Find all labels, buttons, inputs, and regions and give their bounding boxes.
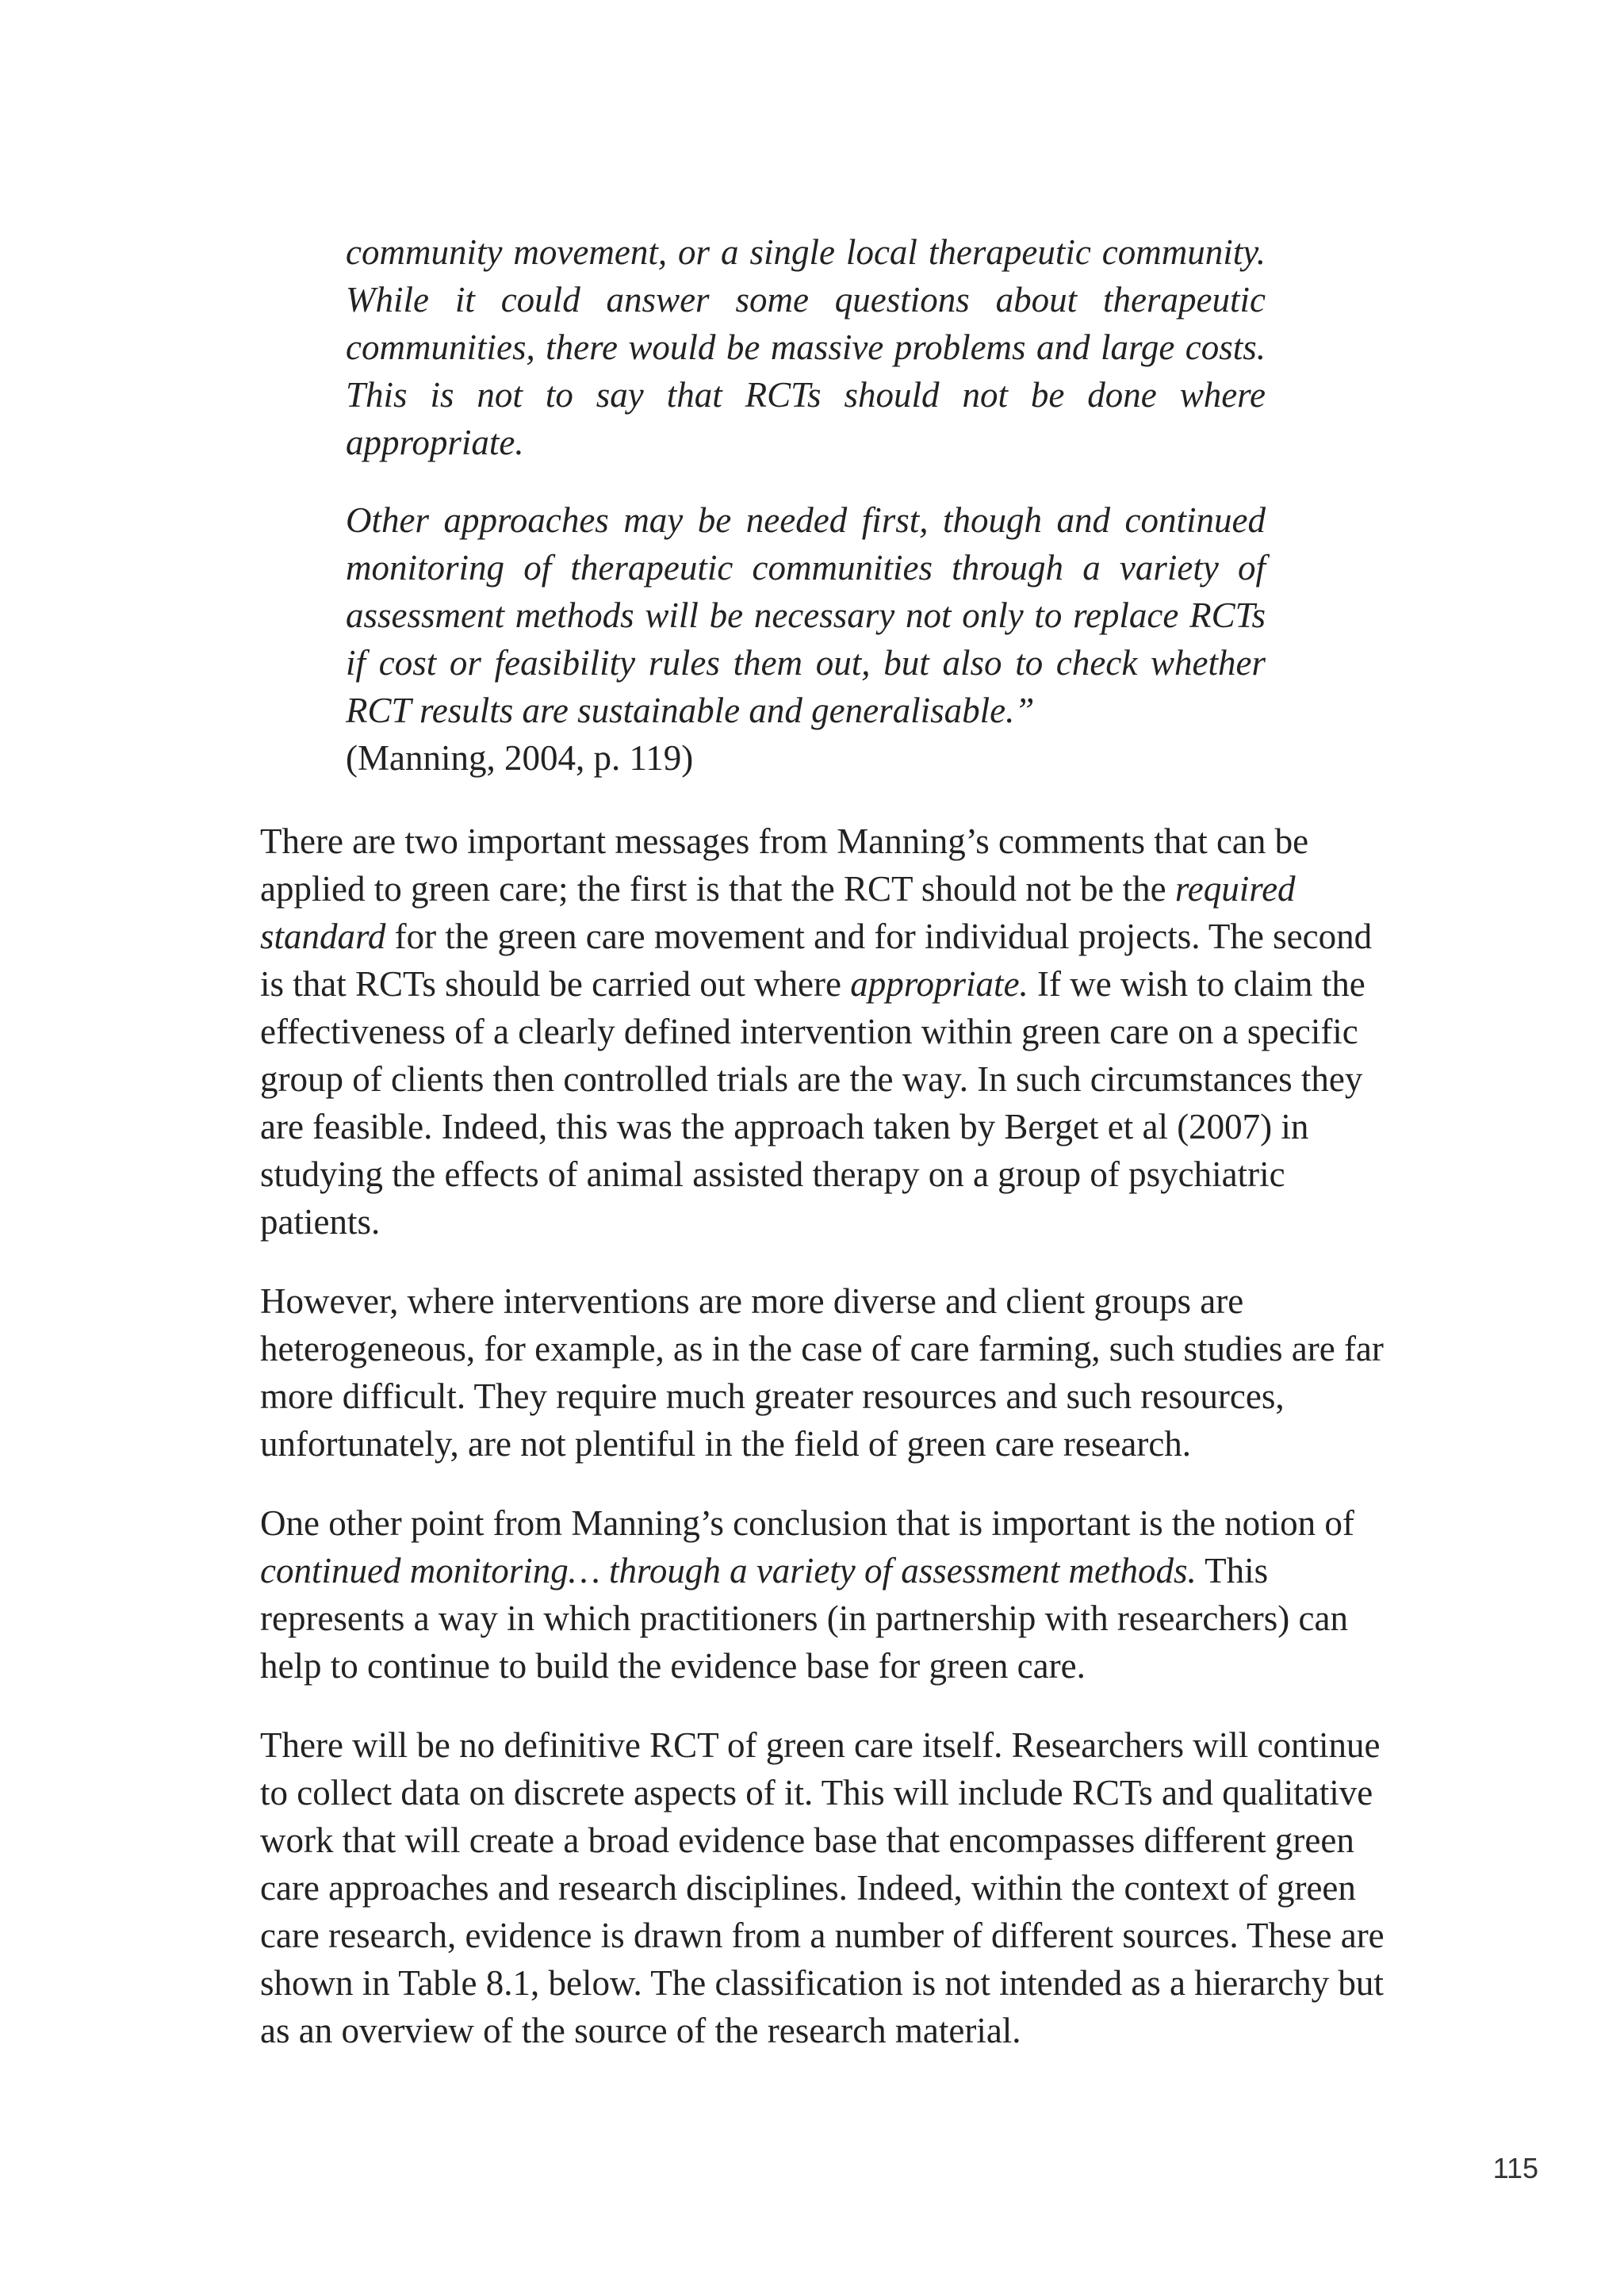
quote-paragraph-1: community movement, or a single local therapeutic community. While it could answer some questions about therapeutic communities, there would be massive problems and large costs. This is not to say that RCTs should not be done where appropriate. xyxy=(346,232,1266,462)
body-paragraph-3 xyxy=(260,1499,1402,1690)
body-paragraph-4: There will be no definitive RCT of green care itself. Researchers will continue to collect data on discrete aspects of it. This will include RCTs and qualitative work that will create a broad evidence base that encompasses different green care approaches and research disciplines. Indeed, within the context of green care research, evidence is drawn from a number of different sources. These are shown in Table 8.1, below. The classification is not intended as a hierarchy but as an overview of the source of the research material. xyxy=(260,1725,1385,2050)
quote-paragraph-2-text: Other approaches may be needed first, though and continued monitoring of therapeutic communities through a variety of assessment methods will be necessary not only to replace RCTs if cost or feasibility rules them out, but also to check whether RCT results are sustainable and generalisable.” xyxy=(346,500,1266,730)
page-number: 115 xyxy=(1492,2152,1538,2184)
body-p3-emphasis: continued monitoring… through a variety of assessment methods. xyxy=(260,1551,1197,1591)
block-quote xyxy=(346,228,1266,782)
body-paragraph-2: However, where interventions are more diverse and client groups are heterogeneous, for example, as in the case of care farming, such studies are far more difficult. They require much greater resources and such resources, unfortunately, are not plentiful in the field of green care research. xyxy=(260,1281,1384,1464)
quote-paragraph-2 xyxy=(346,496,1266,782)
body-p3-text-b: This represents a way in which practitioners (in partnership with researchers) can help to continue to build the evidence base for green care. xyxy=(260,1551,1348,1686)
body-p1-text-a: There are two important messages from Manning’s comments that can be applied to green care; the first is that the RCT should not be the xyxy=(260,821,1309,909)
body-p1-emphasis-appropriate: appropriate. xyxy=(850,964,1028,1004)
body-paragraph-1 xyxy=(260,817,1402,1246)
body-p3-text-a: One other point from Manning’s conclusion that is important is the notion of xyxy=(260,1503,1354,1543)
body-p1-text-c: If we wish to claim the effectiveness of a clearly defined intervention within green care on a specific group of clients then controlled trials are the way. In such circumstances they are feasible. Indeed, this was the approach taken by Berget et al (2007) in studying the effects of animal assisted therapy on a group of psychiatric patients. xyxy=(260,964,1365,1242)
quote-citation: (Manning, 2004, p. 119) xyxy=(346,738,694,778)
body-p1-emphasis-required-standard: required standard xyxy=(260,869,1296,956)
body-text xyxy=(260,817,1402,2086)
body-p1-text-b: for the green care movement and for individual projects. The second is that RCTs should be carried out where xyxy=(260,917,1373,1004)
